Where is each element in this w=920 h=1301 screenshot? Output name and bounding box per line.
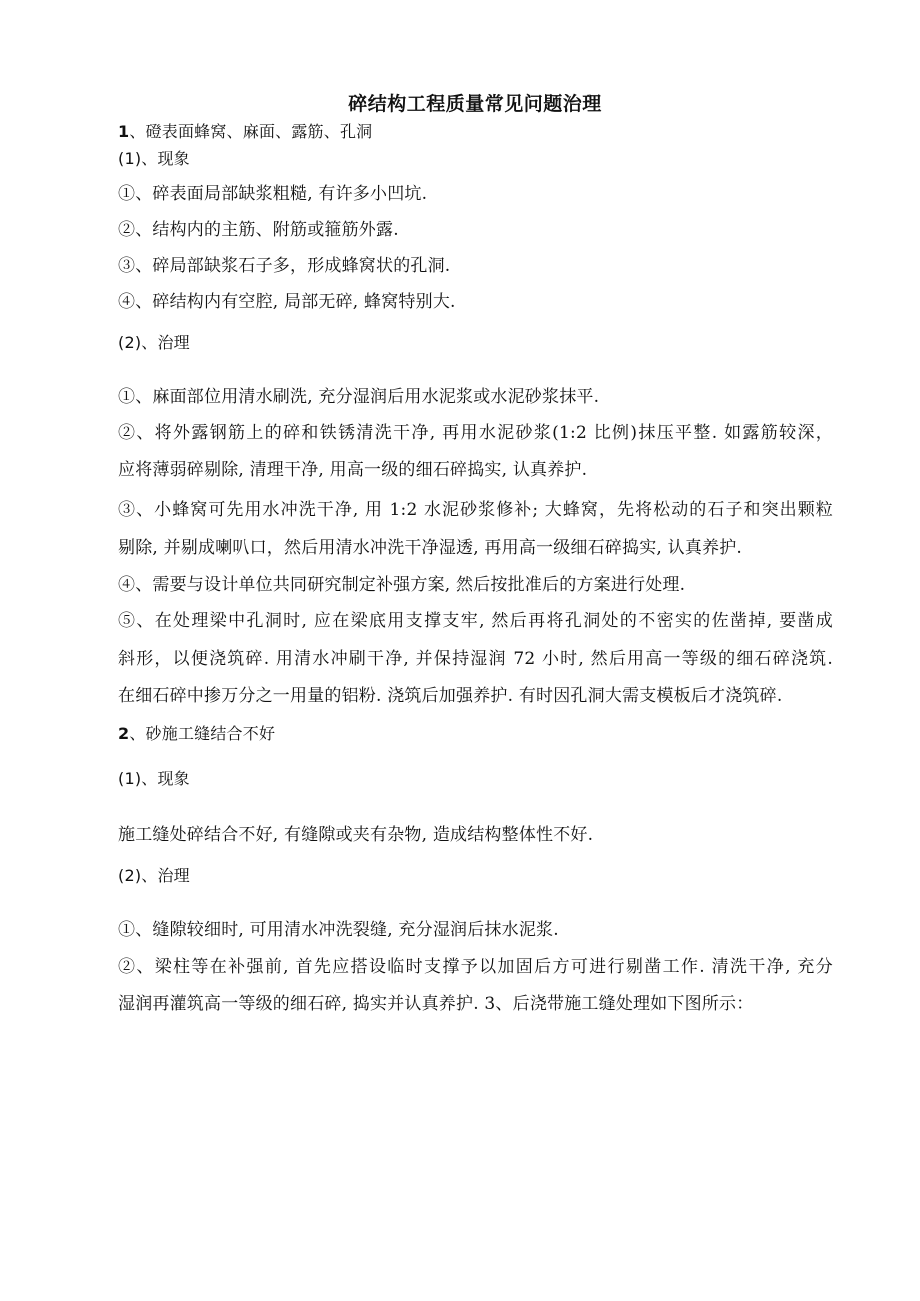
section-1-treatment-label: (2)、治理 <box>118 333 190 352</box>
section-1-number: 1 <box>118 122 130 141</box>
section-2-number: 2 <box>118 724 130 743</box>
section-2-treatment-label: (2)、治理 <box>118 866 190 885</box>
section-1-heading <box>118 121 372 143</box>
section-1-phenomenon-item: ④、碎结构内有空腔, 局部无碎, 蜂窝特别大. <box>118 292 456 312</box>
section-1-phenomenon-item: ①、碎表面局部缺浆粗糙, 有许多小凹坑. <box>118 184 428 204</box>
section-1-treatment-line: ⑤、在处理梁中孔洞时, 应在梁底用支撑支牢, 然后再将孔洞处的不密实的佐凿掉, 要凿成 <box>118 611 833 631</box>
document-title: 碎结构工程质量常见问题治理 <box>348 93 602 115</box>
section-2-treatment-line: 湿润再灌筑高一等级的细石碎, 捣实并认真养护. 3、后浇带施工缝处理如下图所示： <box>118 994 754 1014</box>
section-1-phenomenon-item: ②、结构内的主筋、附筋或箍筋外露. <box>118 220 399 240</box>
section-1-treatment-line: ③、小蜂窝可先用水冲洗干净, 用 1:2 水泥砂浆修补; 大蜂窝，先将松动的石子和突出颗粒 <box>118 500 833 520</box>
section-2-treatment-line: ①、缝隙较细时, 可用清水冲洗裂缝, 充分湿润后抹水泥浆. <box>118 920 559 940</box>
section-1-phenomenon-label: (1)、现象 <box>118 149 190 168</box>
section-1-treatment-line: ②、将外露钢筋上的碎和铁锈清洗干净, 再用水泥砂浆(1:2 比例)抹压平整. 如露筋较深， <box>118 423 833 443</box>
section-2-phenomenon-item: 施工缝处碎结合不好, 有缝隙或夹有杂物, 造成结构整体性不好. <box>118 825 594 845</box>
section-1-treatment-line: ④、需要与设计单位共同研究制定补强方案, 然后按批准后的方案进行处理. <box>118 575 686 595</box>
section-1-treatment-line: 应将薄弱碎剔除, 清理干净, 用高一级的细石碎捣实, 认真养护. <box>118 460 588 480</box>
section-1-treatment-line: 在细石碎中掺万分之一用量的铝粉. 浇筑后加强养护. 有时因孔洞大需支模板后才浇筑碎. <box>118 686 783 706</box>
section-1-phenomenon-item: ③、碎局部缺浆石子多，形成蜂窝状的孔洞. <box>118 256 451 276</box>
section-1-treatment-line: 剔除, 并剔成喇叭口，然后用清水冲洗干净湿透, 再用高一级细石碎捣实, 认真养护. <box>118 538 743 558</box>
section-1-treatment-line: ①、麻面部位用清水刷洗, 充分湿润后用水泥浆或水泥砂浆抹平. <box>118 387 600 407</box>
section-2-phenomenon-label: (1)、现象 <box>118 769 190 788</box>
section-1-heading-text: 、磴表面蜂窝、麻面、露筋、孔洞 <box>129 122 373 141</box>
section-2-heading-text: 、砂施工缝结合不好 <box>129 724 276 743</box>
section-1-treatment-line: 斜形，以便浇筑碎. 用清水冲刷干净, 并保持湿润 72 小时, 然后用高一等级的细石碎浇筑. <box>118 649 833 669</box>
section-2-treatment-line: ②、梁柱等在补强前, 首先应搭设临时支撑予以加固后方可进行剔凿工作. 清洗干净, 充分 <box>118 957 833 977</box>
section-2-heading <box>118 723 275 745</box>
